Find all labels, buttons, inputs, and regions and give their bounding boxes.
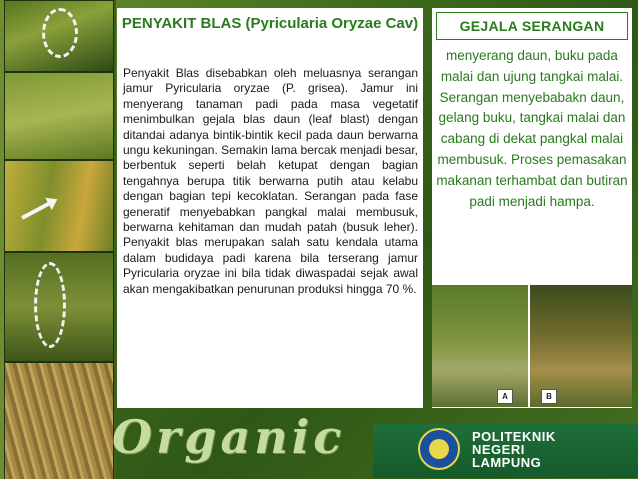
rice-leaf-photo	[4, 72, 114, 160]
institution-name-line: LAMPUNG	[472, 455, 542, 470]
highlight-circle	[42, 8, 78, 58]
rice-field-photo	[4, 362, 114, 479]
panel-body-text: Penyakit Blas disebabkan oleh meluasnya serangan jamur Pyricularia oryzae (P. grisea). Jamur ini menyerang tanaman padi pada masa vegetatif menimbulkan gejala blas daun (leaf blast) dengan ditandai adanya bintik-bintik kecil pada daun berwarna ungu kekuningan. Semakin lama bercak menjadi besar, berbentuk seperti belah ketupat dengan bagian tengahnya berupa titik berwarna putih atau kelabu dengan bagian tepi kecoklatan. Serangan pada fase generatif menyebabkan pangkal malai membusuk, berwarna kehitaman dan mudah patah (busuk leher). Penyakit blas merupakan salah satu kendala utama dalam budidaya padi karena bila terserang jamur Pyricularia oryzae ini bila tidak diwaspadai sejak awal akan mengakibatkan penurunan produksi hingga 70 %.	[123, 66, 418, 296]
highlight-circle	[34, 262, 66, 348]
symptoms-text: menyerang daun, buku pada malai dan ujung tangkai malai. Serangan menyebabakn daun, gelang buku, tangkai malai dan cabang di dekat pangkal malai membusuk. Proses pemasakan makanan terhambat dan butiran padi menjadi hampa.	[436, 48, 628, 209]
institution-name-line: NEGERI	[472, 442, 525, 457]
institution-name-line: POLITEKNIK	[472, 429, 556, 444]
rice-photo-strip	[0, 0, 116, 479]
photo-label-b: B	[541, 389, 557, 404]
institution-emblem-icon	[418, 428, 460, 470]
photo-label-a: A	[497, 389, 513, 404]
disease-description-panel	[117, 8, 423, 408]
institution-name	[472, 430, 556, 469]
symptoms-title: GEJALA SERANGAN	[436, 12, 628, 40]
organic-wordmark: Organic	[112, 410, 346, 464]
symptom-photo-a	[432, 285, 530, 407]
panel-title: PENYAKIT BLAS (Pyricularia Oryzae Cav)	[121, 15, 419, 32]
